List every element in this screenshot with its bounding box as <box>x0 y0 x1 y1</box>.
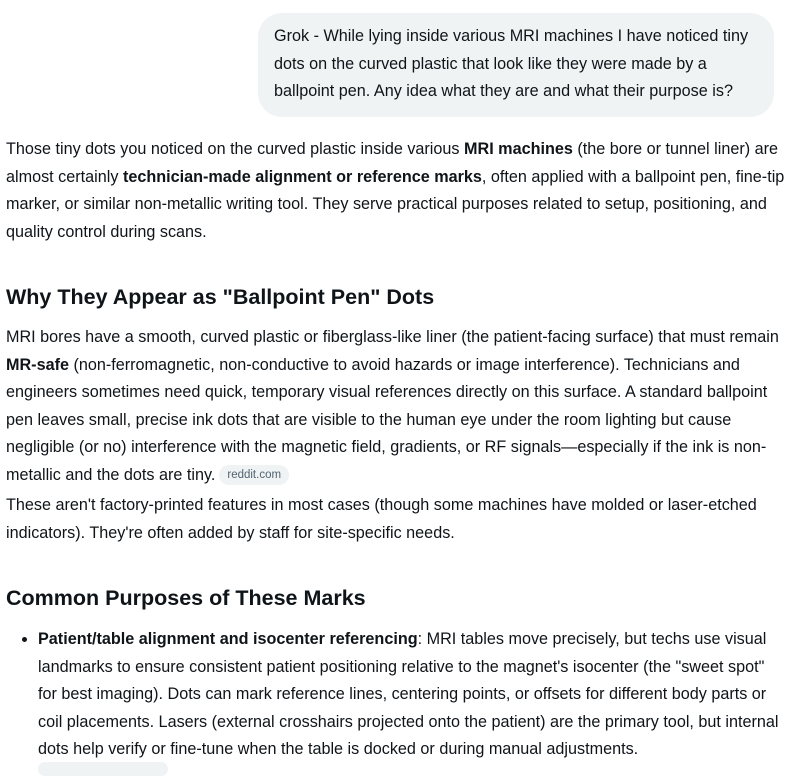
user-message-row <box>0 0 793 117</box>
list-item-text: : MRI tables move precisely, but techs use visual landmarks to ensure consistent patient positioning relative to the magnet's isocenter (the "sweet spot" for best imaging). Dots can mark reference lines, centering points, or offsets for different body parts or coil placements. Lasers (external crosshairs projected onto the patient) are the primary tool, but internal dots help verify or fine-tune when the table is docked or during manual adjustments. <box>38 630 779 758</box>
intro-bold-2: technician-made alignment or reference marks <box>122 167 482 186</box>
list-item-bold: Patient/table alignment and isocenter referencing <box>38 630 418 648</box>
section-heading-common: Common Purposes of These Marks <box>6 586 366 610</box>
intro-bold-1: MRI machines <box>464 140 573 158</box>
why-paragraph <box>6 324 786 489</box>
user-message-bubble: Grok - While lying inside various MRI machines I have noticed tiny dots on the curved plastic that look like they were made by a ballpoint pen. Any idea what they are and what their purpose is? <box>258 13 774 117</box>
why-text-1: MRI bores have a smooth, curved plastic or fiberglass-like liner (the patient-facing surface) that must remain <box>6 328 779 346</box>
intro-text-2: (the bore or tunnel liner) are almost certainly <box>6 140 779 186</box>
note-paragraph: These aren't factory-printed features in most cases (though some machines have molded or laser-etched indicators). They're often added by staff for site-specific needs. <box>6 496 757 542</box>
section-heading-why: Why They Appear as "Ballpoint Pen" Dots <box>6 285 435 309</box>
intro-text-3: , often applied with a ballpoint pen, fine-tip marker, or similar non-metallic writing tool. They serve practical purposes related to setup, positioning, and quality control during scans. <box>6 167 785 241</box>
intro-text-1: Those tiny dots you noticed on the curved plastic inside various <box>6 140 465 158</box>
source-chip-reddit[interactable]: reddit.com <box>219 465 289 485</box>
why-bold-1: MR-safe <box>6 355 69 374</box>
why-text-2: (non-ferromagnetic, non-conductive to avoid hazards or image interference). Technicians and engineers sometimes need quick, temporary visual references directly on this surface. A standard ballpoint pen leaves small, precise ink dots that are visible to the human eye under the room lighting but cause negligible (or no) interference with the magnetic field, gradients, or RF signals—especially if the ink is non-metallic and the dots are tiny. <box>6 355 768 484</box>
source-chip-partial[interactable] <box>38 762 168 776</box>
assistant-response <box>6 136 786 764</box>
intro-paragraph <box>6 136 786 246</box>
purposes-list <box>6 626 786 764</box>
list-item <box>38 626 786 764</box>
